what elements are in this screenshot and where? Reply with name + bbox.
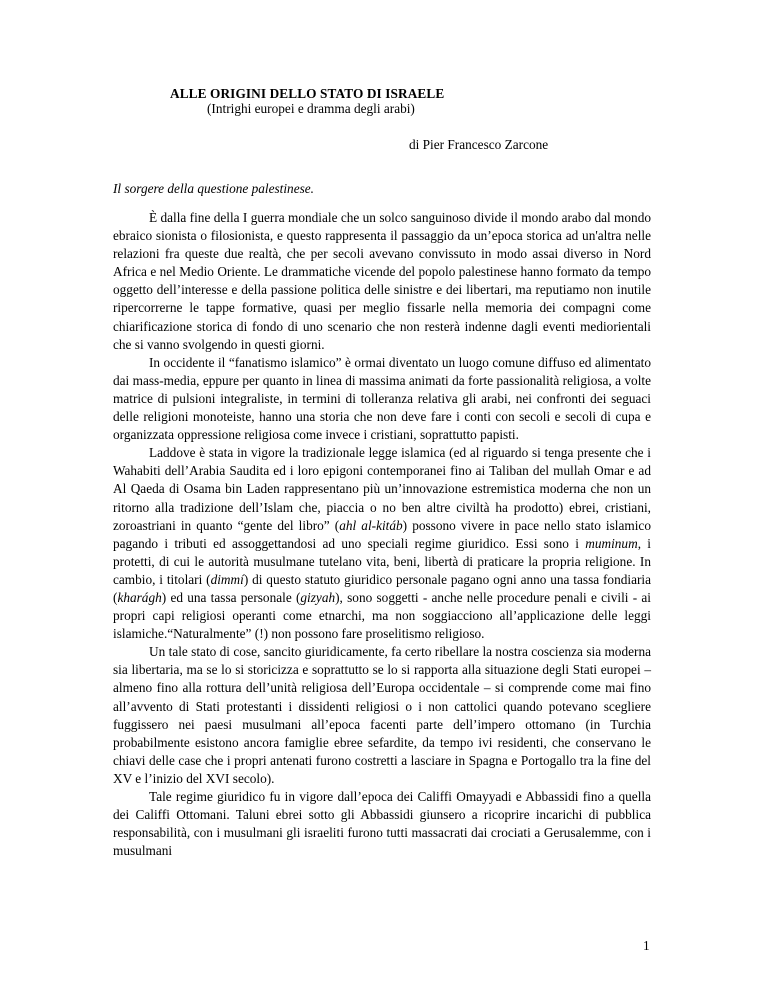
paragraph: Laddove è stata in vigore la tradizionale legge islamica (ed al riguardo si tenga presente che i Wahabiti dell’Arabia Saudita ed i loro epigoni contemporanei fino ai Taliban del mullah Omar e ad Al Qaeda di Osama bin Laden rappresentano più un’innovazione estremistica moderna che non un ritorno alla tradizione dell’Islam che, piaccia o no ben altre civiltà ha prodotto) ebrei, cristiani, zoroastriani in quanto “gente del libro” (ahl al-kitáb) possono vivere in pace nello stato islamico pagando i tributi ed assoggettandosi ad uno speciali regime giuridico. Essi sono i muminum, i protetti, di cui le autorità musulmane tutelano vita, beni, libertà di praticare la propria religione. In cambio, i titolari (dimmí) di questo statuto giuridico personale pagano ogni anno una tassa fondiaria (kharágh) ed una tassa personale (gizyah), sono soggetti - anche nelle procedure penali e civili - ai propri capi religiosi operanti come etnarchi, ma non soggiacciono all’applicazione delle leggi islamiche.“Naturalmente” (!) non possono fare proselitismo religioso. <box>113 445 652 642</box>
paragraph: Un tale stato di cose, sancito giuridicamente, fa certo ribellare la nostra coscienza sia moderna sia libertaria, ma se lo si storicizza e soprattutto se lo si rapporta alla situazione degli Stati europei – almeno fino alla rottura dell’unità religiosa dell’Europa occidentale – si comprende come mai fino all’avvento di Stati protestanti i dissidenti religiosi o i non cattolici quando potevano scegliere fuggissero nei paesi musulmani all’epoca facenti parte dell’impero ottomano (in Turchia probabilmente esistono ancora famiglie ebree sefardite, da tempo ivi residenti, che conservano le chiavi delle case che i propri antenati furono costretti a lasciare in Spagna e Portogallo tra la fine del XV e l’inizio del XVI secolo). <box>113 644 651 786</box>
body-text <box>113 209 651 860</box>
document-subtitle: (Intrighi europei e dramma degli arabi) <box>207 101 415 116</box>
paragraph: In occidente il “fanatismo islamico” è ormai diventato un luogo comune diffuso ed alimentato dai mass-media, eppure per quanto in linea di massima animati da forte passionalità religiosa, a volte matrice di pulsioni integraliste, in termini di tolleranza relativa gli arabi, nei confronti dei seguaci delle religioni monoteiste, hanno una storia che non deve fare i conti con secoli e secoli di cupa e organizzata oppressione religiosa come invece i cristiani, soprattutto papisti. <box>113 354 651 443</box>
foreign-term: dimmí <box>210 571 244 587</box>
foreign-term: gizyah <box>300 589 336 605</box>
foreign-term: ahl al-kitáb <box>339 517 403 533</box>
document-title: ALLE ORIGINI DELLO STATO DI ISRAELE <box>170 86 445 101</box>
author-byline: di Pier Francesco Zarcone <box>409 137 549 152</box>
foreign-term: muminum <box>585 535 638 551</box>
paragraph: Tale regime giuridico fu in vigore dall’epoca dei Califfi Omayyadi e Abbassidi fino a quella dei Califfi Ottomani. Taluni ebrei sotto gli Abbassidi giunsero a ricoprire incarichi di pubblica responsabilità, con i musulmani gli israeliti furono tutti massacrati dai crociati a Gerusalemme, con i musulmani <box>113 789 651 859</box>
foreign-term: kharágh <box>117 589 162 605</box>
page-number: 1 <box>643 938 650 953</box>
paragraph: È dalla fine della I guerra mondiale che un solco sanguinoso divide il mondo arabo dal mondo ebraico sionista o filosionista, e questo rappresenta il passaggio da un’epoca storica ad un'altra nelle relazioni fra queste due realtà, che per secoli avevano convissuto in modo assai diverso in Nord Africa e nel Medio Oriente. Le drammatiche vicende del popolo palestinese hanno formato da tempo oggetto dell’interesse e della passione politica delle sinistre e dei libertari, ma reputiamo non inutile ripercorrerne le tappe formative, quasi per meglio fissarle nella memoria dei compagni come chiarificazione storica di fondo di uno scenario che non resterà indenne dagli eventi mediorientali che si vanno svolgendo in questi giorni. <box>113 210 651 352</box>
section-heading: Il sorgere della questione palestinese. <box>113 181 315 196</box>
